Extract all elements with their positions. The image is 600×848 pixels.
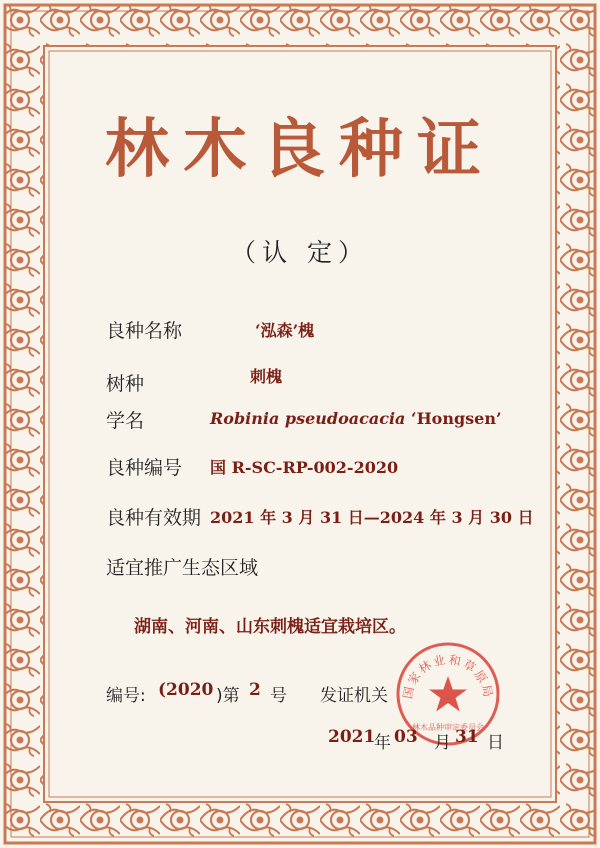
- scientific-name-binomial: Robinia pseudoacacia: [210, 409, 406, 428]
- date-year: 2021: [328, 727, 376, 747]
- date-day: 31: [455, 727, 479, 747]
- variety-number-label: 良种编号: [106, 457, 183, 479]
- date-month-unit: 月: [434, 733, 451, 753]
- scientific-name-cultivar: ‘Hongsen’: [405, 409, 502, 428]
- variety-name-value: ‘泓森’槐: [255, 321, 315, 340]
- species-value: 刺槐: [250, 367, 283, 386]
- seal-subtext: 林木品种审定委员会: [412, 723, 484, 732]
- serial-year: (2020: [158, 680, 214, 700]
- seal-text: 国家林业和草原局: [400, 652, 496, 701]
- date-year-unit: 年: [374, 733, 391, 753]
- scientific-name-label: 学名: [106, 410, 145, 432]
- serial-mid: )第: [216, 686, 240, 706]
- variety-name-label: 良种名称: [106, 320, 183, 342]
- star-icon: [429, 676, 467, 712]
- region-label: 适宜推广生态区域: [106, 557, 259, 579]
- date-day-unit: 日: [487, 733, 504, 753]
- region-value: 湖南、河南、山东刺槐适宜栽培区。: [134, 617, 406, 637]
- serial-prefix: 编号:: [106, 686, 146, 706]
- validity-value: 2021 年 3 月 31 日—2024 年 3 月 30 日: [210, 508, 534, 527]
- certificate-title: 林木良种证: [105, 113, 495, 187]
- scientific-name-value: [210, 409, 502, 428]
- issuer-label: 发证机关: [320, 686, 388, 706]
- serial-number: 2: [249, 680, 261, 700]
- certificate-subtitle: （认 定）: [231, 238, 369, 267]
- variety-number-value: 国 R-SC-RP-002-2020: [210, 458, 399, 477]
- date-month: 03: [394, 727, 418, 747]
- serial-suffix: 号: [270, 686, 287, 706]
- validity-label: 良种有效期: [106, 507, 202, 529]
- species-label: 树种: [106, 373, 145, 395]
